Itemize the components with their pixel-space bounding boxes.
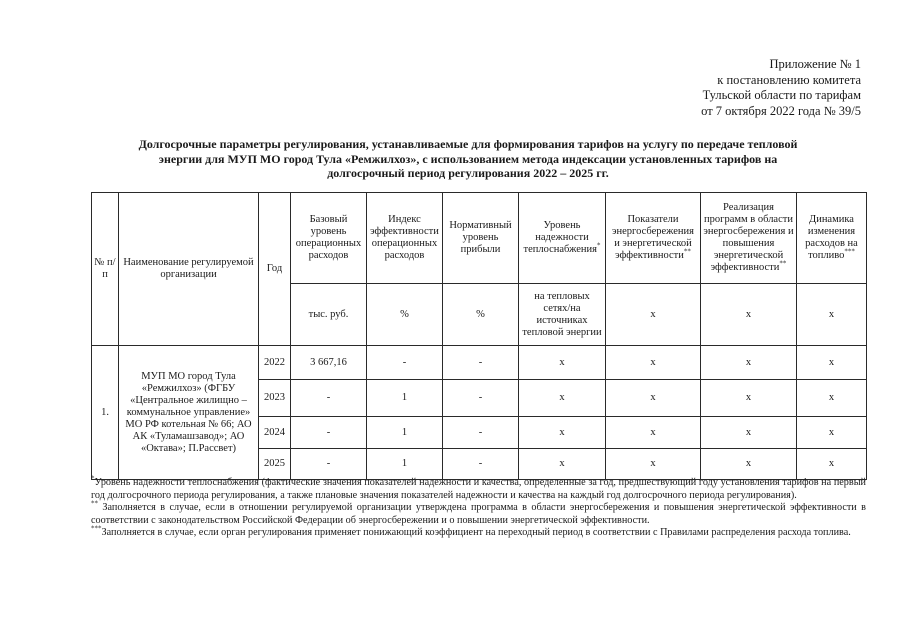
- cell-profit: -: [443, 346, 519, 380]
- footnote-1-mark: *: [91, 474, 95, 483]
- cell-profit: -: [443, 417, 519, 449]
- cell-profit: -: [443, 380, 519, 417]
- header-reliability: [519, 193, 606, 284]
- footnote-2-text: Заполняется в случае, если в отношении регулируемой организации утверждена программа в области энергосбережения и повышения энергетической эффективности в соответствии с законодательством Российской Федерации об энергосбережении и о повышении энергетической эффективности.: [91, 502, 866, 526]
- footnotes: [91, 474, 866, 540]
- cell-reliability: х: [519, 346, 606, 380]
- header-reliability-mark: *: [597, 241, 601, 250]
- header-fuel: [797, 193, 867, 284]
- cell-programs: х: [701, 417, 797, 449]
- cell-fuel: х: [797, 449, 867, 480]
- footnote-1-text: Уровень надежности теплоснабжения (фактические значения показателей надежности и качества, определенные за год, предшествующий году установления тарифов на первый год долгосрочного периода регулирования, а также плановые значения показателей надежности и качества на каждый год долгосрочного периода регулирования).: [91, 477, 866, 501]
- unit-profit: %: [443, 284, 519, 346]
- unit-base-costs: тыс. руб.: [291, 284, 367, 346]
- table-row: [92, 346, 867, 380]
- cell-programs: х: [701, 380, 797, 417]
- header-base-costs: Базовый уровень операционных расходов: [291, 193, 367, 284]
- cell-programs: х: [701, 449, 797, 480]
- cell-base-costs: -: [291, 380, 367, 417]
- cell-efficiency-index: -: [367, 346, 443, 380]
- footnote-2: [91, 499, 866, 527]
- appendix-line-3: Тульской области по тарифам: [702, 88, 861, 102]
- unit-reliability: на тепловых сетях/на источниках тепловой энергии: [519, 284, 606, 346]
- cell-base-costs: 3 667,16: [291, 346, 367, 380]
- parameters-table: [91, 192, 867, 480]
- cell-fuel: х: [797, 346, 867, 380]
- header-num: № п/п: [92, 193, 119, 346]
- header-efficiency-index: Индекс эффективности операционных расходов: [367, 193, 443, 284]
- cell-efficiency-index: 1: [367, 417, 443, 449]
- cell-year: 2024: [259, 417, 291, 449]
- cell-energy-indicators: х: [606, 380, 701, 417]
- title-line-1: Долгосрочные параметры регулирования, устанавливаемые для формирования тарифов на услугу по передаче тепловой: [138, 137, 798, 151]
- org-name: МУП МО город Тула «Ремжилхоз» (ФГБУ «Центральное жилищно – коммунальное управление» МО РФ котельная № 66; АО АК «Туламашзавод»; АО «Октава»; П.Рассвет): [119, 346, 259, 480]
- header-programs-text: Реализация программ в области энергосбережения и повышения энергетической эффективности: [703, 202, 794, 273]
- header-energy-indicators-text: Показатели энергосбережения и энергетической эффективности: [611, 214, 694, 261]
- appendix-line-2: к постановлению комитета: [717, 72, 861, 87]
- header-energy-indicators-mark: **: [683, 247, 691, 256]
- unit-fuel: х: [797, 284, 867, 346]
- header-fuel-text: Динамика изменения расходов на топливо: [805, 214, 858, 261]
- org-number: 1.: [92, 346, 119, 480]
- cell-fuel: х: [797, 380, 867, 417]
- cell-base-costs: -: [291, 449, 367, 480]
- unit-programs: х: [701, 284, 797, 346]
- cell-efficiency-index: 1: [367, 380, 443, 417]
- footnote-3: [91, 524, 866, 540]
- cell-energy-indicators: х: [606, 449, 701, 480]
- appendix-block: [701, 57, 861, 119]
- header-energy-indicators: [606, 193, 701, 284]
- header-org: Наименование регулируемой организации: [119, 193, 259, 346]
- unit-efficiency-index: %: [367, 284, 443, 346]
- cell-year: 2023: [259, 380, 291, 417]
- document-title: [88, 137, 848, 181]
- cell-base-costs: -: [291, 417, 367, 449]
- appendix-line-4: от 7 октября 2022 года № 39/5: [701, 103, 861, 118]
- header-profit: Нормативный уровень прибыли: [443, 193, 519, 284]
- cell-energy-indicators: х: [606, 417, 701, 449]
- header-fuel-mark: ***: [844, 247, 855, 256]
- cell-reliability: х: [519, 417, 606, 449]
- cell-reliability: х: [519, 380, 606, 417]
- unit-energy-indicators: х: [606, 284, 701, 346]
- title-line-3: долгосрочный период регулирования 2022 – 2025 гг.: [327, 166, 609, 180]
- title-line-2: энергии для МУП МО город Тула «Ремжилхоз», с использованием метода индексации установленных тарифов на: [158, 151, 778, 166]
- header-reliability-text: Уровень надежности теплоснабжения: [523, 220, 597, 255]
- cell-efficiency-index: 1: [367, 449, 443, 480]
- cell-fuel: х: [797, 417, 867, 449]
- footnote-1: [91, 474, 866, 502]
- cell-year: 2022: [259, 346, 291, 380]
- cell-year: 2025: [259, 449, 291, 480]
- header-programs: [701, 193, 797, 284]
- cell-profit: -: [443, 449, 519, 480]
- cell-reliability: х: [519, 449, 606, 480]
- cell-energy-indicators: х: [606, 346, 701, 380]
- header-programs-mark: **: [779, 259, 787, 268]
- footnote-3-text: Заполняется в случае, если орган регулирования применяет понижающий коэффициент на переходный период в соответствии с Правилами распределения расхода топлива.: [101, 527, 851, 539]
- cell-programs: х: [701, 346, 797, 380]
- footnote-2-mark: **: [91, 499, 98, 508]
- appendix-line-1: Приложение № 1: [769, 57, 861, 71]
- header-year: Год: [259, 193, 291, 346]
- header-row: [92, 193, 867, 284]
- footnote-3-mark: ***: [91, 524, 102, 533]
